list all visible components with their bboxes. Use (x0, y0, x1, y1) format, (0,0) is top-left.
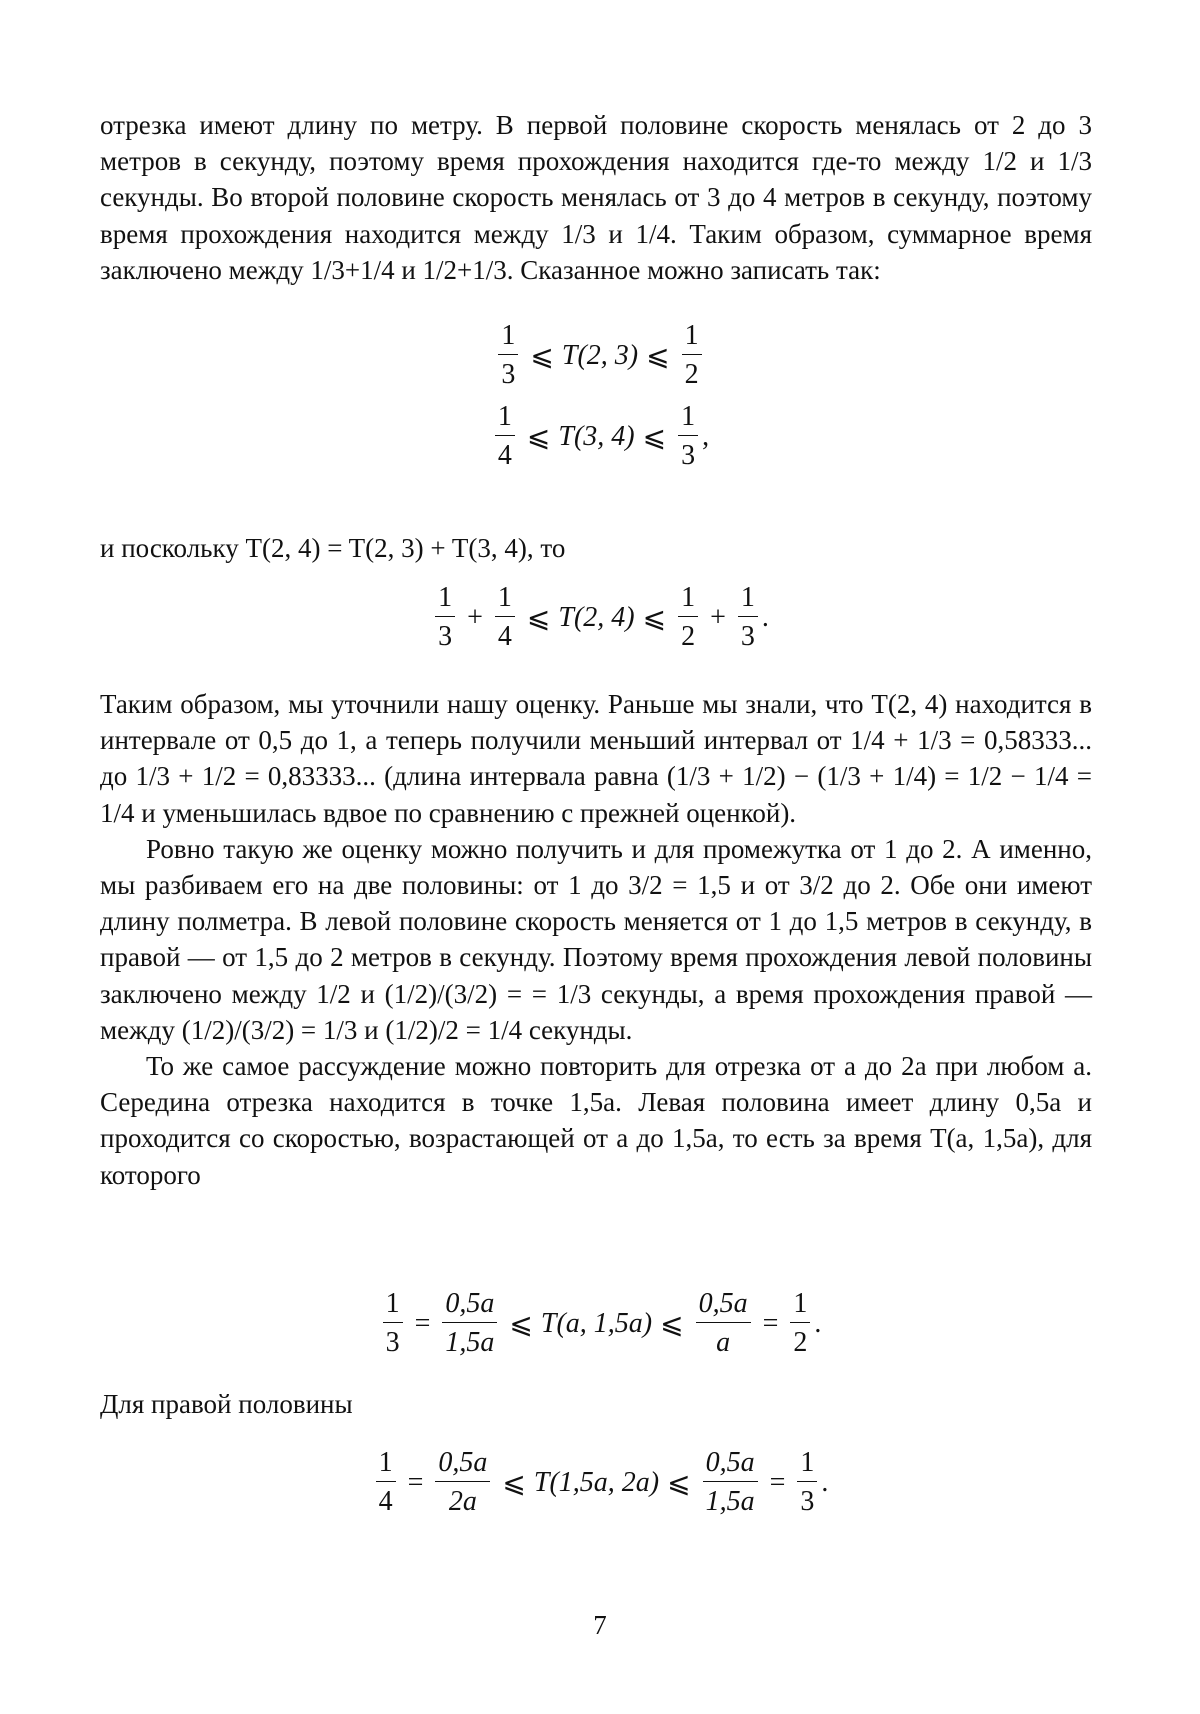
paragraph-3: Таким образом, мы уточнили нашу оценку. Раньше мы знали, что T(2, 4) находится в интервале от 0,5 до 1, а теперь получили меньший интервал от 1/4 + 1/3 = 0,58333... до 1/3 + 1/2 = 0,83333... (длина интервала равна (1/3 + 1/2) − (1/3 + 1/4) = 1/2 − 1/4 = 1/4 и уменьшилась вдвое по сравнению с прежней оценкой). (100, 689, 1092, 828)
operator: ⩽ (642, 421, 667, 453)
operator: = (769, 1466, 786, 1498)
denominator: 3 (501, 359, 516, 390)
numerator: 0,5a (435, 1449, 490, 1482)
expression: T(2, 3) (561, 339, 639, 371)
numerator: 1 (498, 322, 518, 355)
denominator: 1,5a (445, 1327, 495, 1358)
denominator: a (716, 1327, 731, 1358)
operator: ⩽ (530, 340, 554, 372)
operator: ⩽ (642, 602, 667, 634)
equation-1 (0, 322, 1200, 389)
fraction (678, 584, 698, 651)
denominator: 1,5a (705, 1486, 755, 1517)
denominator: 2a (448, 1486, 477, 1517)
operator: = (414, 1307, 431, 1339)
denominator: 3 (438, 621, 453, 652)
fraction (435, 1449, 490, 1516)
denominator: 2 (793, 1327, 808, 1358)
numerator: 1 (376, 1449, 396, 1482)
page-number: 7 (593, 1610, 607, 1640)
paragraph-right-half (100, 1386, 1092, 1422)
punctuation: . (761, 601, 769, 633)
operator: ⩽ (502, 1467, 526, 1499)
expression: T(1,5a, 2a) (533, 1466, 660, 1498)
fraction (797, 1449, 817, 1516)
fraction (696, 1290, 751, 1357)
paragraph-6: Для правой половины (100, 1389, 353, 1419)
operator: ⩽ (646, 340, 670, 372)
fraction (435, 584, 455, 651)
denominator: 3 (740, 621, 755, 652)
fraction (790, 1290, 810, 1357)
paragraph-intro (100, 107, 1092, 288)
equation-3 (0, 584, 1200, 651)
numerator: 1 (678, 403, 698, 436)
denominator: 4 (497, 621, 512, 652)
numerator: 0,5a (442, 1290, 497, 1323)
fraction (703, 1449, 758, 1516)
fraction (495, 584, 515, 651)
numerator: 1 (495, 403, 515, 436)
operator: = (407, 1466, 424, 1498)
denominator: 2 (681, 621, 696, 652)
expression: T(3, 4) (558, 420, 635, 452)
fraction (383, 1290, 403, 1357)
numerator: 1 (435, 584, 455, 617)
denominator: 3 (385, 1327, 400, 1358)
fraction (495, 403, 515, 470)
fraction (738, 584, 758, 651)
operator: ⩽ (667, 1467, 691, 1499)
punctuation: . (814, 1307, 822, 1339)
denominator: 3 (800, 1486, 815, 1517)
fraction (678, 403, 698, 470)
numerator: 1 (797, 1449, 817, 1482)
equation-4 (0, 1290, 1200, 1357)
operator: ⩽ (660, 1308, 684, 1340)
operator: + (467, 601, 483, 633)
paragraph-since (100, 530, 1092, 566)
denominator: 2 (684, 359, 699, 390)
equation-2 (0, 403, 1200, 470)
paragraph-1: отрезка имеют длину по метру. В первой половине скорость менялась от 2 до 3 метров в секунду, поэтому время прохождения находится где-то между 1/2 и 1/3 секунды. Во второй половине скорость менялась от 3 до 4 метров в секунду, поэтому время прохождения находится между 1/3 и 1/4. Таким образом, суммарное время заключено между 1/3+1/4 и 1/2+1/3. Сказанное можно записать так: (100, 110, 1092, 285)
equation-5 (0, 1449, 1200, 1516)
operator: ⩽ (526, 421, 551, 453)
numerator: 1 (790, 1290, 810, 1323)
paragraph-body (100, 686, 1092, 1193)
numerator: 1 (682, 322, 702, 355)
punctuation: . (821, 1466, 829, 1498)
numerator: 0,5a (696, 1290, 751, 1323)
operator: = (762, 1307, 779, 1339)
fraction (376, 1449, 396, 1516)
expression: T(2, 4) (558, 601, 635, 633)
denominator: 4 (497, 440, 512, 471)
operator: + (710, 601, 726, 633)
operator: ⩽ (526, 602, 551, 634)
denominator: 4 (378, 1486, 393, 1517)
paragraph-5: То же самое рассуждение можно повторить для отрезка от a до 2a при любом a. Середина отрезка находится в точке 1,5a. Левая половина имеет длину 0,5a и проходится со скоростью, возрастающей от a до 1,5a, то есть за время T(a, 1,5a), для которого (100, 1051, 1092, 1190)
fraction (498, 322, 518, 389)
paragraph-4: Ровно такую же оценку можно получить и для промежутка от 1 до 2. А именно, мы разбиваем его на две половины: от 1 до 3/2 = 1,5 и от 3/2 до 2. Обе они имеют длину полметра. В левой половине скорость меняется от 1 до 1,5 метров в секунду, в правой — от 1,5 до 2 метров в секунду. Поэтому время прохождения левой половины заключено между 1/2 и (1/2)/(3/2) = = 1/3 секунды, а время прохождения правой — между (1/2)/(3/2) = 1/3 и (1/2)/2 = 1/4 секунды. (100, 833, 1092, 1045)
numerator: 0,5a (703, 1449, 758, 1482)
numerator: 1 (738, 584, 758, 617)
operator: ⩽ (509, 1308, 533, 1340)
paragraph-2: и поскольку T(2, 4) = T(2, 3) + T(3, 4), то (100, 533, 566, 563)
fraction (682, 322, 702, 389)
expression: T(a, 1,5a) (540, 1307, 653, 1339)
punctuation: , (702, 420, 710, 452)
denominator: 3 (681, 440, 696, 471)
fraction (442, 1290, 497, 1357)
numerator: 1 (678, 584, 698, 617)
numerator: 1 (495, 584, 515, 617)
numerator: 1 (383, 1290, 403, 1323)
